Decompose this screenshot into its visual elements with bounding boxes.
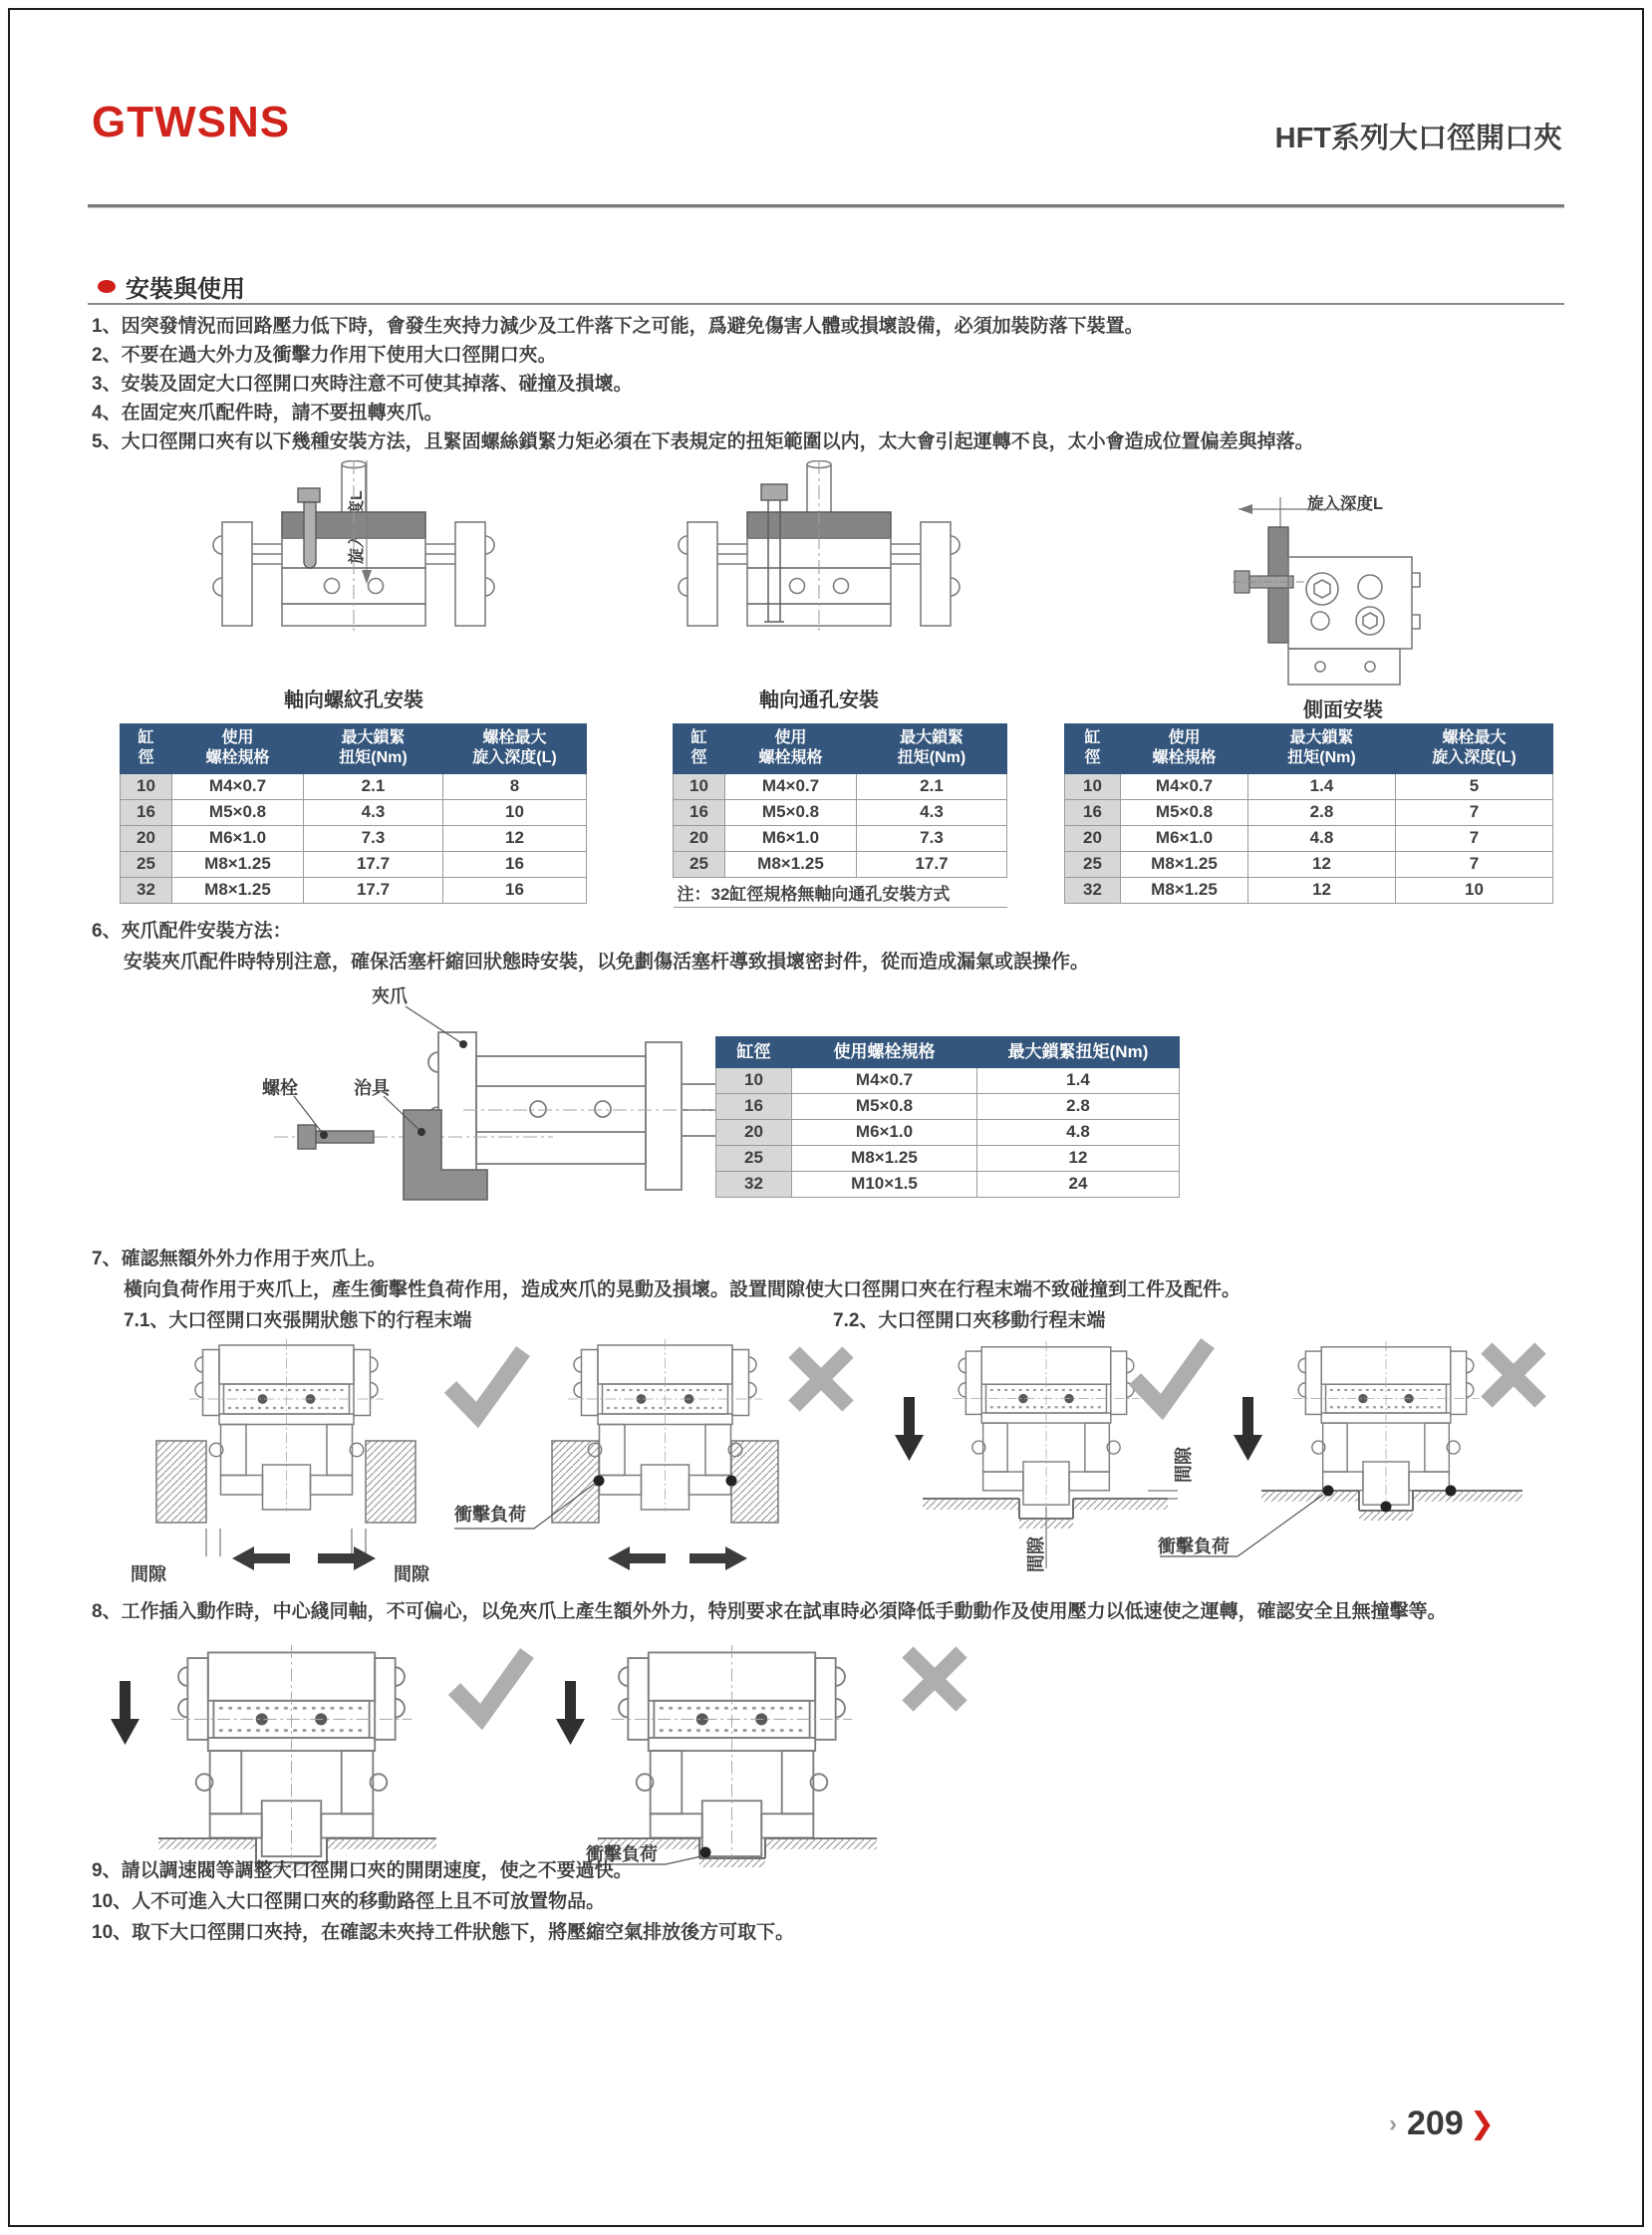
side-mount-diagram: [1231, 493, 1455, 693]
cell: 7: [1396, 825, 1553, 851]
col-header: 缸徑: [716, 1037, 792, 1068]
col-header: 缸 徑: [674, 724, 725, 774]
cell: 25: [674, 851, 725, 877]
note-item: 8、工作插入動作時，中心綫同軸，不可偏心，以免夾爪上產生額外外力，特別要求在試車時必須降低手動動作及使用壓力以低速使之運轉，確認安全且無撞擊等。: [92, 1601, 1447, 1622]
table-row: [121, 773, 587, 799]
impact-load-label: 衝擊負荷: [454, 1505, 526, 1525]
cell: 20: [1065, 825, 1121, 851]
cell: 25: [716, 1145, 792, 1171]
col-header: 使用 螺栓規格: [172, 724, 304, 774]
cell: 16: [674, 799, 725, 825]
drawing: [548, 1639, 1026, 1873]
table-row: [121, 825, 587, 851]
cell: M8×1.25: [792, 1145, 977, 1171]
table-note-row: [674, 877, 1007, 907]
table-row: [674, 773, 1007, 799]
cell: 7: [1396, 851, 1553, 877]
table-row: [674, 799, 1007, 825]
section-title: 安裝與使用: [126, 276, 245, 303]
diagram-71-bad: [454, 1333, 872, 1594]
diagram-caption: 軸向螺紋孔安裝: [284, 690, 423, 711]
note-item: 3、安裝及固定大口徑開口夾時注意不可使其掉落、碰撞及損壞。: [92, 374, 633, 395]
note-item: 9、請以調速閥等調整大口徑開口夾的開閉速度，使之不要過快。: [92, 1860, 633, 1881]
cell: 4.8: [1248, 825, 1396, 851]
bolt-label: 螺栓: [262, 1078, 298, 1098]
cell: 10: [1065, 773, 1121, 799]
cell: 12: [443, 825, 587, 851]
cell: M8×1.25: [1121, 851, 1248, 877]
check-icon: [454, 1653, 527, 1717]
cell: M4×0.7: [172, 773, 304, 799]
cell: 16: [1065, 799, 1121, 825]
jaw-label: 夾爪: [372, 986, 408, 1006]
table-row: [674, 825, 1007, 851]
right-arrow-icon: [689, 1546, 747, 1570]
gap-label: 間隙: [1174, 1447, 1194, 1483]
cell: 1.4: [977, 1067, 1180, 1093]
cell: 20: [121, 825, 172, 851]
cell: M6×1.0: [1121, 825, 1248, 851]
cell: 1.4: [1248, 773, 1396, 799]
table-row: [1065, 851, 1553, 877]
cell: 7.3: [857, 825, 1007, 851]
cell: M6×1.0: [172, 825, 304, 851]
note-item: 安裝夾爪配件時特別注意，確保活塞杆縮回狀態時安裝，以免劃傷活塞杆導致損壞密封件，從而造成漏氣或誤操作。: [124, 952, 1090, 973]
col-header: 最大鎖緊扭矩(Nm): [977, 1037, 1180, 1068]
cell: 10: [121, 773, 172, 799]
down-arrow-icon: [111, 1681, 139, 1745]
drawing: [1224, 1333, 1567, 1600]
cell: 7.3: [304, 825, 443, 851]
cell: 20: [674, 825, 725, 851]
diagram-71-good: [95, 1333, 548, 1594]
cell: 12: [1248, 877, 1396, 903]
cell: 2.1: [304, 773, 443, 799]
cell: M5×0.8: [172, 799, 304, 825]
col-header: 缸 徑: [1065, 724, 1121, 774]
cell: 17.7: [857, 851, 1007, 877]
screw-depth-label: 旋入深度L: [1307, 495, 1384, 513]
col-header: 使用螺栓規格: [792, 1037, 977, 1068]
page-number-block: [1389, 2104, 1495, 2143]
jig-label: 治具: [354, 1078, 390, 1098]
down-arrow-icon: [895, 1397, 924, 1461]
gap-label: 間隙: [1026, 1537, 1046, 1572]
col-header: 螺栓最大 旋入深度(L): [1396, 724, 1553, 774]
diagram-caption: 側面安裝: [1303, 699, 1383, 721]
left-arrow-icon: [608, 1546, 666, 1570]
note-item: 5、大口徑開口夾有以下幾種安裝方法，且緊固螺絲鎖緊力矩必須在下表規定的扭矩範圍以内，太大會引起運轉不良，太小會造成位置偏差與掉落。: [92, 431, 1314, 452]
page-title: HFT系列大口徑開口夾: [1274, 123, 1562, 154]
table-row: [1065, 825, 1553, 851]
table-row: [716, 1171, 1180, 1197]
col-header: 最大鎖緊 扭矩(Nm): [1248, 724, 1396, 774]
section-rule: [88, 303, 1564, 305]
x-icon: [908, 1652, 962, 1706]
cell: 10: [674, 773, 725, 799]
x-icon: [794, 1352, 848, 1406]
col-header: 最大鎖緊 扭矩(Nm): [304, 724, 443, 774]
brand-logo: GTWSNS: [92, 98, 291, 146]
cell: M4×0.7: [1121, 773, 1248, 799]
table-header-row: [716, 1037, 1180, 1068]
table-row: [1065, 799, 1553, 825]
note-item: 10、人不可進入大口徑開口夾的移動路徑上且不可放置物品。: [92, 1891, 606, 1912]
cell: 2.1: [857, 773, 1007, 799]
cell: M8×1.25: [172, 851, 304, 877]
col-header: 使用 螺栓規格: [1121, 724, 1248, 774]
cell: 16: [443, 851, 587, 877]
header-rule: [88, 204, 1564, 208]
chevron-right-red-icon: ❯: [1469, 2107, 1495, 2140]
note-item: 10、取下大口徑開口夾持，在確認未夾持工件狀態下，將壓縮空氣排放後方可取下。: [92, 1922, 795, 1943]
cell: 16: [443, 877, 587, 903]
axial-thread-diagram: [204, 460, 503, 682]
axial-through-table: [673, 723, 1007, 908]
table-row: [674, 851, 1007, 877]
col-header: 使用 螺栓規格: [725, 724, 857, 774]
table-row: [121, 799, 587, 825]
drawing: [95, 1333, 548, 1590]
side-mount-table: [1064, 723, 1553, 904]
cell: 25: [1065, 851, 1121, 877]
table-row: [716, 1067, 1180, 1093]
axial-thread-table: [120, 723, 587, 904]
cell: 16: [716, 1093, 792, 1119]
note-item: 1、因突發情況而回路壓力低下時，會發生夾持力減少及工件落下之可能，爲避免傷害人體或損壞設備，必須加裝防落下裝置。: [92, 316, 1144, 337]
cell: 8: [443, 773, 587, 799]
cell: 7: [1396, 799, 1553, 825]
cell: M4×0.7: [725, 773, 857, 799]
cell: M8×1.25: [1121, 877, 1248, 903]
table-header-row: [1065, 724, 1553, 774]
cell: 24: [977, 1171, 1180, 1197]
col-header: 螺栓最大 旋入深度(L): [443, 724, 587, 774]
check-icon: [450, 1351, 523, 1415]
cell: 32: [716, 1171, 792, 1197]
cell: 10: [443, 799, 587, 825]
col-header: 缸 徑: [121, 724, 172, 774]
axial-through-diagram: [670, 460, 968, 682]
cell: 5: [1396, 773, 1553, 799]
cell: 25: [121, 851, 172, 877]
cell: M5×0.8: [1121, 799, 1248, 825]
col-header: 最大鎖緊 扭矩(Nm): [857, 724, 1007, 774]
note-item: 4、在固定夾爪配件時，請不要扭轉夾爪。: [92, 403, 443, 423]
cell: 12: [977, 1145, 1180, 1171]
section-bullet-icon: [98, 280, 116, 293]
cell: 4.3: [857, 799, 1007, 825]
cell: 12: [1248, 851, 1396, 877]
cell: 2.8: [977, 1093, 1180, 1119]
cell: M5×0.8: [725, 799, 857, 825]
cell: M10×1.5: [792, 1171, 977, 1197]
table-row: [1065, 773, 1553, 799]
diagram-8-bad: [548, 1639, 1026, 1873]
cell: M8×1.25: [725, 851, 857, 877]
chevron-right-icon: ›: [1389, 2109, 1397, 2137]
cell: 4.8: [977, 1119, 1180, 1145]
table-row: [1065, 877, 1553, 903]
cell: 4.3: [304, 799, 443, 825]
down-arrow-icon: [556, 1681, 585, 1745]
note-item: 2、不要在過大外力及衝擊力作用下使用大口徑開口夾。: [92, 345, 557, 366]
cell: 10: [716, 1067, 792, 1093]
cell: 17.7: [304, 851, 443, 877]
down-arrow-icon: [1234, 1397, 1262, 1461]
cell: M4×0.7: [792, 1067, 977, 1093]
table-header-row: [121, 724, 587, 774]
table-header-row: [674, 724, 1007, 774]
diagram-72-good: [887, 1333, 1206, 1604]
cell: 2.8: [1248, 799, 1396, 825]
cell: M6×1.0: [725, 825, 857, 851]
cell: M5×0.8: [792, 1093, 977, 1119]
diagram-caption: 軸向通孔安裝: [759, 690, 879, 711]
drawing: [105, 1639, 568, 1873]
cell: 10: [1396, 877, 1553, 903]
table-row: [716, 1145, 1180, 1171]
impact-load-label: 衝擊負荷: [586, 1844, 658, 1864]
gap-label: 間隙: [394, 1564, 429, 1584]
table-row: [121, 851, 587, 877]
left-arrow-icon: [232, 1546, 290, 1570]
drawing: [538, 1333, 872, 1590]
table-row: [716, 1093, 1180, 1119]
diagram-8-good: [105, 1639, 568, 1873]
table-note: 注：32缸徑規格無軸向通孔安裝方式: [674, 877, 1007, 907]
cell: 32: [1065, 877, 1121, 903]
table-row: [121, 877, 587, 903]
x-icon: [1487, 1348, 1540, 1402]
gap-label: 間隙: [131, 1564, 166, 1584]
table-row: [716, 1119, 1180, 1145]
cell: 16: [121, 799, 172, 825]
note-item: 6、夾爪配件安裝方法：: [92, 921, 292, 942]
sub-caption-71: 7.1、大口徑開口夾張開狀態下的行程末端: [124, 1310, 472, 1331]
cell: M8×1.25: [172, 877, 304, 903]
sub-caption-72: 7.2、大口徑開口夾移動行程末端: [833, 1310, 1106, 1331]
cell: M6×1.0: [792, 1119, 977, 1145]
note-item: 7、確認無額外外力作用于夾爪上。: [92, 1249, 387, 1269]
cell: 17.7: [304, 877, 443, 903]
impact-load-label: 衝擊負荷: [1158, 1537, 1230, 1556]
cell: 32: [121, 877, 172, 903]
jaw-bolt-table: [715, 1036, 1180, 1198]
page-number: 209: [1407, 2104, 1464, 2142]
right-arrow-icon: [318, 1546, 376, 1570]
check-icon: [1135, 1343, 1208, 1407]
note-item: 橫向負荷作用于夾爪上，產生衝擊性負荷作用，造成夾爪的晃動及損壞。設置間隙使大口徑開口夾在行程末端不致碰撞到工件及配件。: [124, 1279, 1241, 1300]
cell: 20: [716, 1119, 792, 1145]
